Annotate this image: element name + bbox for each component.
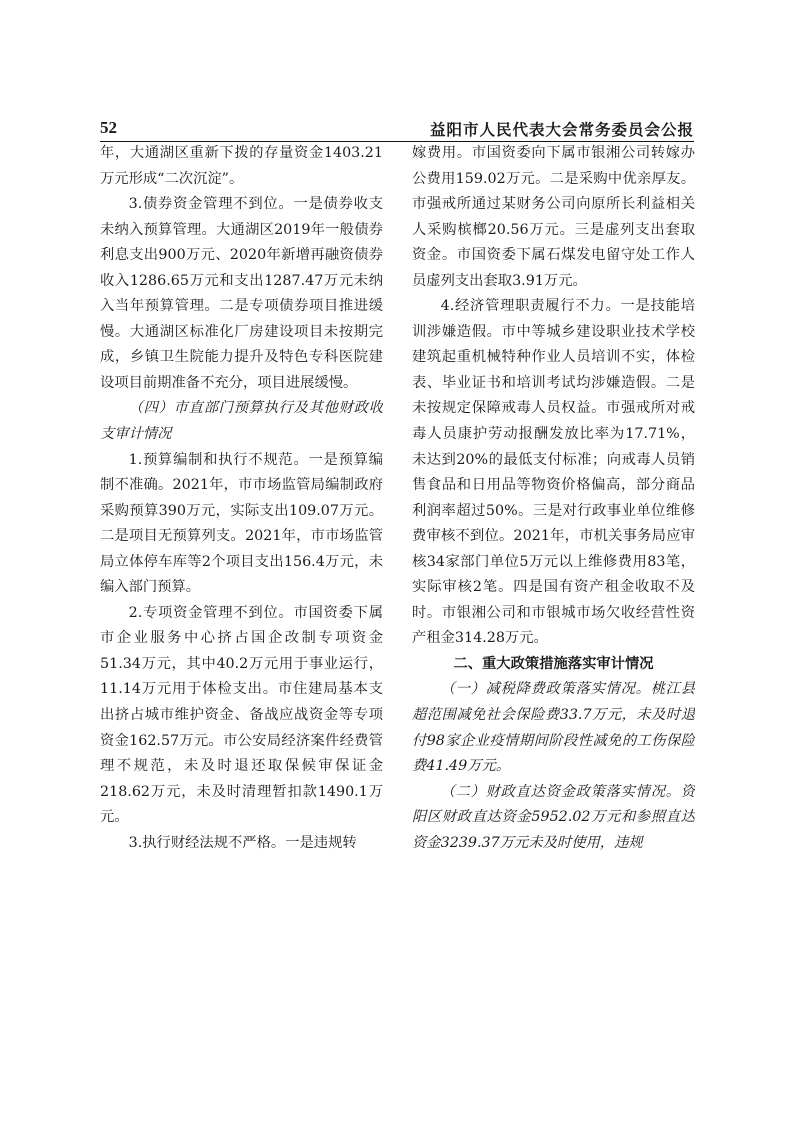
right-column xyxy=(412,141,695,1081)
section-subheading: （四）市直部门预算执行及其他财政收支审计情况 xyxy=(100,400,383,443)
paragraph: 2.专项资金管理不到位。市国资委下属市企业服务中心挤占国企改制专项资金51.34万元，其中40.2万元用于事业运行，11.14万元用于体检支出。市住建局基本支出挤占城市维护资金、备战应战资金等专项资金162.57万元。市公安局经济案件经费管理不规范，未及时退还取保候审保证金218.62万元，未及时清理暂扣款1490.1万元。 xyxy=(100,604,383,826)
paragraph: （一）减税降费政策落实情况。桃江县超范围减免社会保险费33.7万元，未及时退付98家企业疫情期间阶段性减免的工伤保险费41.49万元。 xyxy=(412,681,695,775)
journal-title: 益阳市人民代表大会常务委员会公报 xyxy=(429,121,694,139)
paragraph: （二）财政直达资金政策落实情况。资阳区财政直达资金5952.02万元和参照直达资金3239.37万元未及时使用，违规 xyxy=(412,783,695,851)
paragraph: 嫁费用。市国资委向下属市银湘公司转嫁办公费用159.02万元。二是采购中优亲厚友。市强戒所通过某财务公司向原所长利益相关人采购槟榔20.56万元。三是虚列支出套取资金。市国资委下属石煤发电留守处工作人员虚列支出套取3.91万元。 xyxy=(412,145,695,289)
paragraph: 3.债券资金管理不到位。一是债券收支未纳入预算管理。大通湖区2019年一般债券利息支出900万元、2020年新增再融资债券收入1286.65万元和支出1287.47万元未纳入当年预算管理。二是专项债券项目推进缓慢。大通湖区标准化厂房建设项目未按期完成，乡镇卫生院能力提升及特色专科医院建设项目前期准备不充分，项目进展缓慢。 xyxy=(100,196,383,391)
paragraph: 年，大通湖区重新下拨的存量资金1403.21万元形成“二次沉淀”。 xyxy=(100,145,383,187)
paragraph: 3.执行财经法规不严格。一是违规转 xyxy=(128,834,357,851)
paragraph: 4.经济管理职责履行不力。一是技能培训涉嫌造假。市中等城乡建设职业技术学校建筑起重机械特种作业人员培训不实，体检表、毕业证书和培训考试均涉嫌造假。二是未按规定保障戒毒人员权益。市强戒所对戒毒人员康护劳动报酬发放比率为17.71%，未达到20%的最低支付标准；向戒毒人员销售食品和日用品等物资价格偏高，部分商品利润率超过50%。三是对行政事业单位维修费审核不到位。2021年，市机关事务局应审核34家部门单位5万元以上维修费用83笔，实际审核2笔。四是国有资产租金收取不及时。市银湘公司和市银城市场欠收经营性资产租金314.28万元。 xyxy=(412,298,695,647)
paragraph: 1.预算编制和执行不规范。一是预算编制不准确。2021年，市市场监管局编制政府采购预算390万元，实际支出109.07万元。二是项目无预算列支。2021年，市市场监管局立体停车库等2个项目支出156.4万元，未编入部门预算。 xyxy=(100,451,383,596)
left-column xyxy=(100,141,383,1081)
page-number: 52 xyxy=(100,118,117,137)
section-heading: 二、重大政策措施落实审计情况 xyxy=(453,655,654,672)
page-header xyxy=(100,112,694,142)
